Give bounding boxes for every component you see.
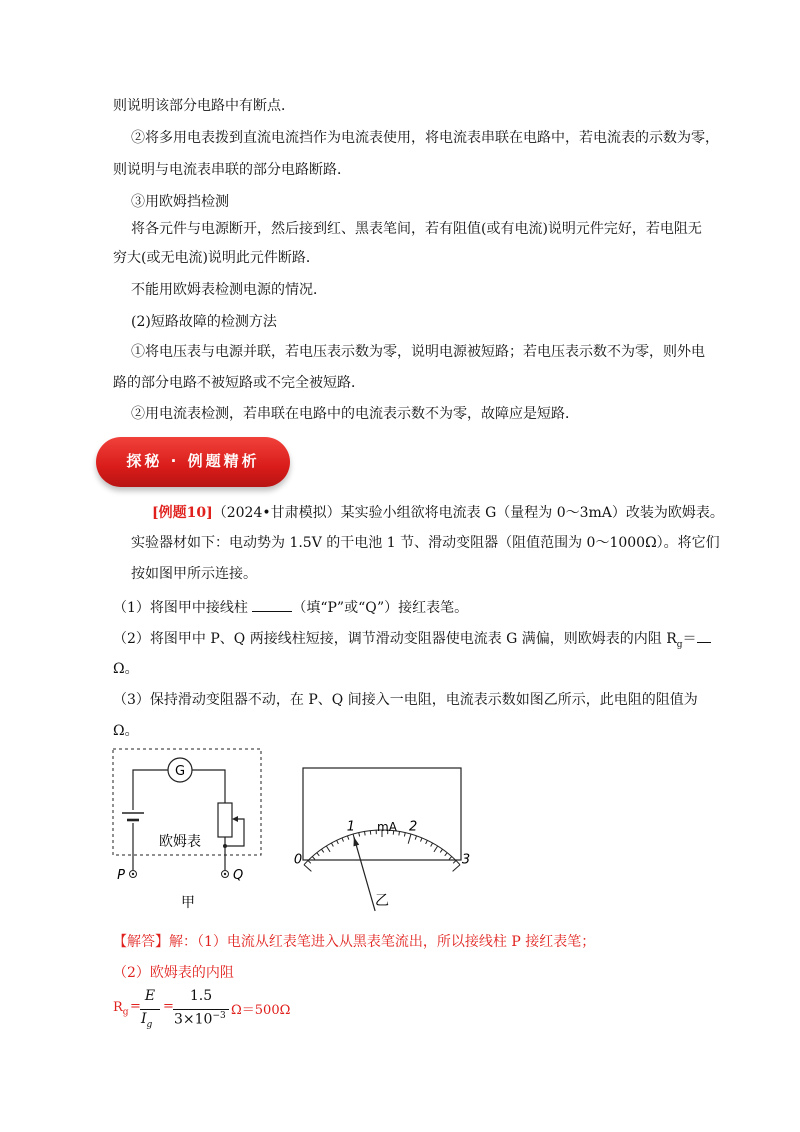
question-1-text: （1）将图甲中接线柱 xyxy=(113,600,253,616)
text-line: 实验器材如下：电动势为 1.5V 的干电池 1 节、滑动变阻器（阻值范围为 0～1000Ω）。将它们 xyxy=(131,535,720,551)
text-line: 路的部分电路不被短路或不完全被短路． xyxy=(113,375,365,391)
question-2 xyxy=(113,628,711,655)
example-tag: [例题10] xyxy=(152,505,213,521)
answer-text: 解：（1）电流从红表笔进入从黑表笔流出，所以接线柱 P 接红表笔； xyxy=(169,934,596,950)
rheostat-icon xyxy=(218,803,232,837)
slider-arrow-icon xyxy=(232,816,238,822)
figure-caption: 乙 xyxy=(375,893,389,909)
formula-numerator: 1.5 xyxy=(189,988,213,1004)
meter-tick-label: 0 xyxy=(293,852,303,868)
formula-eq: = xyxy=(130,999,141,1014)
text-line: 穷大(或无电流)说明此元件断路． xyxy=(113,250,320,266)
text-line: ③用欧姆挡检测 xyxy=(131,194,229,210)
section-banner-label: 探秘 · 例题精析 xyxy=(126,452,260,470)
text-line: ②用电流表检测，若串联在电路中的电流表示数不为零，故障应是短路． xyxy=(131,406,579,422)
answer-tag: 【解答】 xyxy=(113,934,169,950)
text-line: Ω。 xyxy=(113,661,139,677)
junction-dot xyxy=(223,844,227,848)
answer-blank xyxy=(252,597,292,612)
wire xyxy=(192,770,225,803)
fraction-bar xyxy=(140,1009,160,1010)
formula-numerator: E xyxy=(144,988,156,1004)
question-1 xyxy=(113,597,468,618)
formula-result: Ω＝500Ω xyxy=(231,1003,291,1018)
section-banner xyxy=(96,437,290,487)
meter-tick xyxy=(399,831,400,835)
example-text: （2024•甘肃模拟）某实验小组欲将电流表 G（量程为 0～3mA）改装为欧姆表。 xyxy=(212,505,724,521)
text-line: ②将多用电表拨到直流电流挡作为电流表使用，将电流表串联在电路中，若电流表的示数为零， xyxy=(131,130,719,146)
galvanometer-label: G xyxy=(174,764,186,779)
question-1-text: （填“P”或“Q”）接红表笔。 xyxy=(292,600,469,616)
question-2-text: ＝ xyxy=(682,631,697,647)
formula-lhs: $R_g$ xyxy=(113,1000,129,1018)
text-line: ①将电压表与电源并联，若电压表示数为零，说明电源被短路；若电压表示数不为零，则外电 xyxy=(131,344,705,360)
terminal-p-label: P xyxy=(117,868,125,883)
fraction-bar xyxy=(173,1009,229,1010)
question-2-text: （2）将图甲中 P、Q 两接线柱短接，调节滑动变阻器使电流表 G 满偏，则欧姆表的内阻 R xyxy=(113,631,677,647)
formula-denominator: $I_g$ xyxy=(141,1011,153,1030)
formula-eq: = xyxy=(163,999,174,1014)
meter-tick xyxy=(308,860,311,863)
answer-line: （2）欧姆表的内阻 xyxy=(113,965,234,981)
answer-blank xyxy=(697,628,711,643)
wire xyxy=(133,770,168,810)
meter-tick-label: 3 xyxy=(461,852,471,868)
terminal-q-label: Q xyxy=(233,868,244,883)
text-line: Ω。 xyxy=(113,723,139,739)
text-line: 将各元件与电源断开，然后接到红、黑表笔间，若有阻值(或有电流)说明元件完好，若电阻无 xyxy=(131,221,702,237)
subscript: g xyxy=(676,639,683,650)
meter-tick xyxy=(364,831,365,835)
meter-tick xyxy=(304,865,311,872)
text-line: (2)短路故障的检测方法 xyxy=(131,314,277,330)
meter-tick xyxy=(453,865,460,872)
text-line: 则说明与电流表串联的部分电路断路． xyxy=(113,162,351,178)
example-question-line xyxy=(152,503,724,523)
meter-unit: mA xyxy=(377,820,397,834)
text-line: （3）保持滑动变阻器不动，在 P、Q 间接入一电阻，电流表示数如图乙所示，此电阻的阻值为 xyxy=(113,692,698,708)
circuit-diagram xyxy=(108,745,268,915)
meter-dial xyxy=(293,765,471,915)
meter-tick-label: 2 xyxy=(409,819,418,835)
figure-caption: 甲 xyxy=(181,895,195,911)
meter-tick xyxy=(453,860,456,863)
ohmmeter-label: 欧姆表 xyxy=(159,834,201,850)
text-line: 按如图甲所示连接。 xyxy=(131,566,257,582)
text-line: 不能用欧姆表检测电源的情况． xyxy=(131,282,327,298)
text-line: 则说明该部分电路中有断点． xyxy=(113,98,295,114)
answer-line xyxy=(113,932,595,952)
formula-denominator: $3\times 10^{-3}$ xyxy=(174,1011,226,1028)
meter-tick-label: 1 xyxy=(346,819,355,835)
